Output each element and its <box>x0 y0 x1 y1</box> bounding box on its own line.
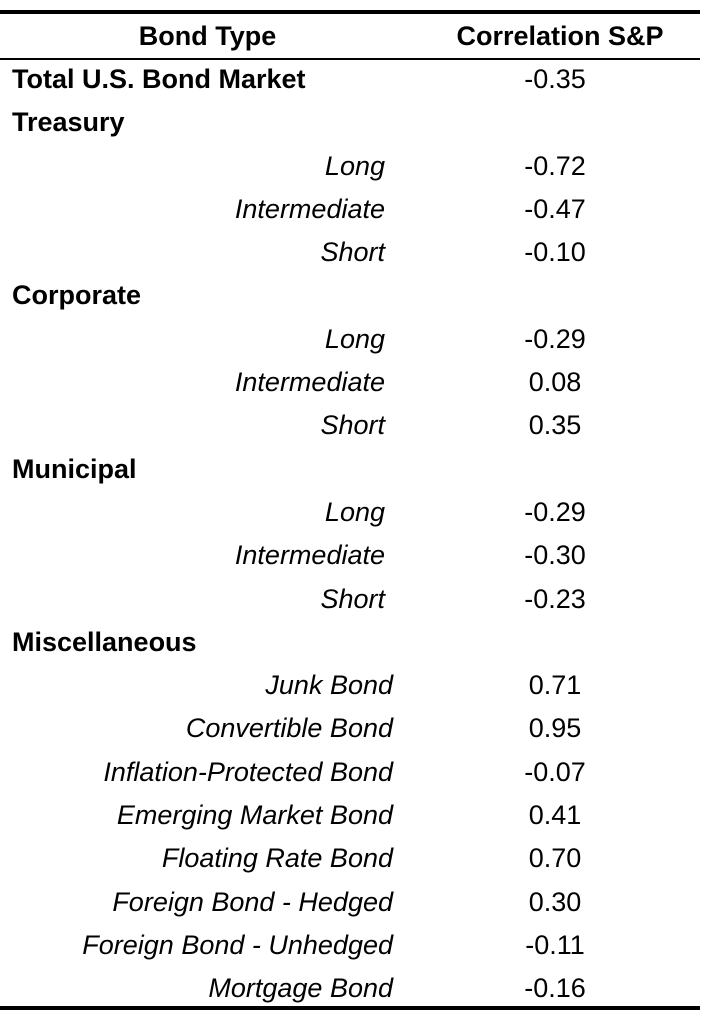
table-row <box>0 318 700 361</box>
bond-type-label: Long <box>324 323 385 354</box>
table-row <box>0 924 700 967</box>
correlation-value: -0.30 <box>524 540 586 571</box>
table-row <box>0 188 700 231</box>
correlation-value: 0.08 <box>528 367 582 398</box>
bond-type-label: Foreign Bond - Hedged <box>112 886 393 917</box>
table-row <box>0 578 700 621</box>
correlation-value: -0.07 <box>524 756 586 787</box>
table-row <box>0 707 700 750</box>
bond-type-label: Intermediate <box>234 367 385 398</box>
correlation-value: 0.70 <box>528 843 582 874</box>
table-row <box>0 967 700 1010</box>
table-row-category <box>0 274 700 317</box>
table-row <box>0 145 700 188</box>
table-row <box>0 664 700 707</box>
bond-type-label: Intermediate <box>234 540 385 571</box>
correlation-value: 0.41 <box>528 800 582 831</box>
bond-type-label: Foreign Bond - Unhedged <box>82 929 393 960</box>
correlation-value: -0.35 <box>524 64 586 94</box>
table-row <box>0 881 700 924</box>
header-bond-type: Bond Type <box>138 21 277 51</box>
correlation-value: -0.23 <box>524 583 586 614</box>
correlation-value: 0.35 <box>528 410 582 441</box>
bond-type-label: Floating Rate Bond <box>161 843 393 874</box>
table-body <box>0 58 700 1011</box>
bond-type-label: Short <box>320 410 385 441</box>
bond-type-label: Long <box>324 496 385 527</box>
bond-type-label: Convertible Bond <box>185 713 393 744</box>
category-label: Treasury <box>12 107 125 138</box>
correlation-value: 0.71 <box>528 670 582 701</box>
correlation-value: -0.16 <box>524 973 586 1004</box>
correlation-value: 0.30 <box>528 886 582 917</box>
category-label: Corporate <box>12 280 142 311</box>
correlation-value: -0.29 <box>524 323 586 354</box>
bond-type-label: Long <box>324 150 385 181</box>
correlation-value: 0.95 <box>528 713 582 744</box>
table-row <box>0 361 700 404</box>
bond-type-label: Inflation-Protected Bond <box>103 756 393 787</box>
table-row <box>0 837 700 880</box>
category-label: Miscellaneous <box>12 626 197 657</box>
correlation-value: -0.47 <box>524 193 586 224</box>
table-row-category <box>0 58 700 101</box>
table-row <box>0 534 700 577</box>
table-row-category <box>0 101 700 144</box>
bond-type-label: Mortgage Bond <box>208 973 393 1004</box>
correlation-value: -0.72 <box>524 150 586 181</box>
correlation-value: -0.10 <box>524 237 586 268</box>
bond-type-label: Short <box>320 237 385 268</box>
correlation-value: -0.11 <box>525 929 585 960</box>
category-label: Municipal <box>12 453 137 484</box>
table-header-row <box>0 14 700 58</box>
table-row-category <box>0 448 700 491</box>
bond-type-label: Junk Bond <box>265 670 393 701</box>
header-correlation: Correlation S&P <box>456 21 664 51</box>
table-row <box>0 491 700 534</box>
correlation-value: -0.29 <box>524 496 586 527</box>
table-row <box>0 231 700 274</box>
bond-type-label: Intermediate <box>234 193 385 224</box>
bond-type-label: Short <box>320 583 385 614</box>
bond-type-label: Emerging Market Bond <box>116 800 393 831</box>
category-label: Total U.S. Bond Market <box>12 64 306 94</box>
table-row <box>0 751 700 794</box>
table-bottom-rule <box>0 1006 700 1010</box>
table-row <box>0 794 700 837</box>
table-row-category <box>0 621 700 664</box>
table-row <box>0 404 700 447</box>
